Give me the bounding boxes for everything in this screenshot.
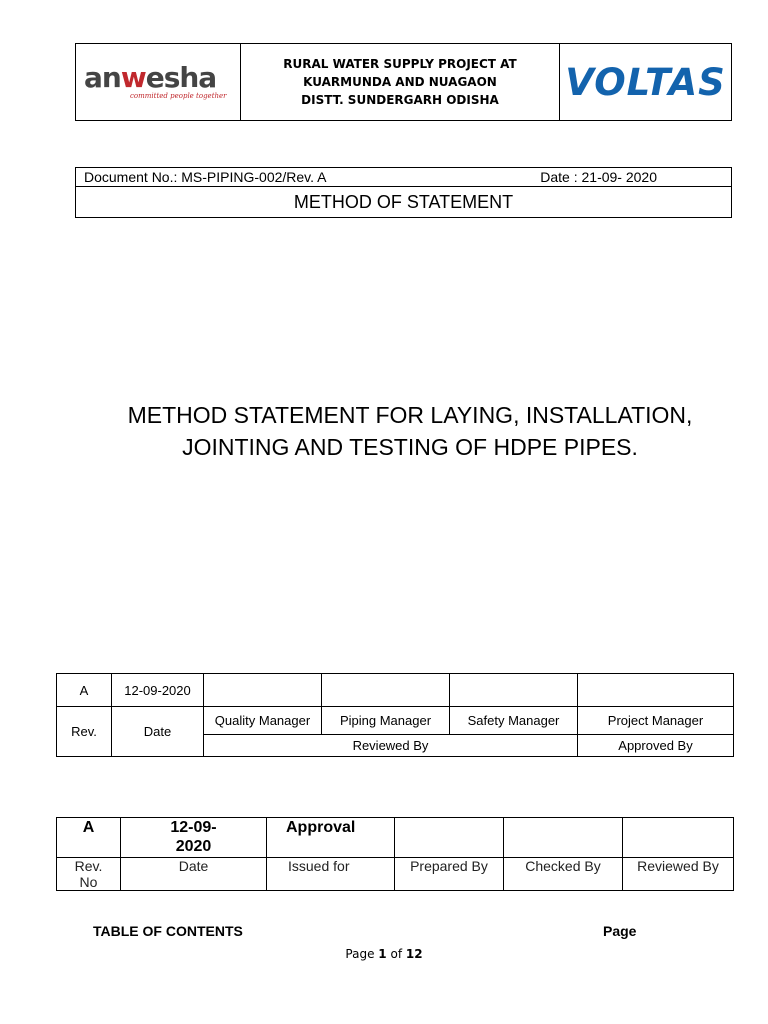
project-manager-sign-cell	[578, 674, 734, 707]
rev-no-label-line-1: Rev.	[74, 858, 103, 874]
reviewed-by-sign-cell	[623, 818, 734, 858]
document-date: Date : 21-09- 2020	[540, 169, 657, 185]
toc-page-label: Page	[603, 923, 637, 939]
piping-manager-sign-cell	[322, 674, 450, 707]
title-line-1: METHOD STATEMENT FOR LAYING, INSTALLATION,	[127, 402, 693, 428]
project-line-1: RURAL WATER SUPPLY PROJECT AT	[283, 57, 517, 71]
page-current: 1	[378, 947, 387, 961]
issued-for-label: Issued for	[267, 858, 395, 891]
anwesha-tagline: committed people together	[130, 91, 227, 100]
rev-label: Rev.	[57, 707, 112, 757]
issue-row-a	[57, 818, 734, 858]
rev-no-label-line-2: No	[79, 874, 98, 890]
issue-date-cell	[121, 818, 267, 858]
quality-manager-label: Quality Manager	[204, 707, 322, 735]
voltas-logo	[560, 44, 732, 121]
safety-manager-label: Safety Manager	[450, 707, 578, 735]
review-row-a	[57, 674, 734, 707]
date-label: Date	[112, 707, 204, 757]
title-line-2: JOINTING AND TESTING OF HDPE PIPES.	[182, 434, 638, 460]
anwesha-logo-wordmark: anwesha	[84, 60, 217, 94]
project-title	[241, 44, 560, 121]
issue-label-row	[57, 858, 734, 891]
toc-heading: TABLE OF CONTENTS	[93, 923, 243, 939]
issue-date-label: Date	[121, 858, 267, 891]
anwesha-logo	[76, 44, 241, 121]
page-number	[0, 947, 768, 961]
page-prefix: Page	[345, 947, 379, 961]
project-line-3: DISTT. SUNDERGARH ODISHA	[301, 93, 499, 107]
project-manager-label: Project Manager	[578, 707, 734, 735]
prepared-by-label: Prepared By	[395, 858, 504, 891]
piping-manager-label: Piping Manager	[322, 707, 450, 735]
safety-manager-sign-cell	[450, 674, 578, 707]
project-line-2: KUARMUNDA AND NUAGAON	[303, 75, 497, 89]
issued-for-cell: Approval	[267, 818, 395, 858]
document-title	[40, 399, 768, 463]
review-header-row	[57, 707, 734, 735]
review-table	[56, 673, 734, 757]
issue-date-line-1: 12-09-	[170, 819, 217, 836]
prepared-by-sign-cell	[395, 818, 504, 858]
document-type: METHOD OF STATEMENT	[76, 187, 732, 218]
reviewed-by-label: Reviewed By	[204, 735, 578, 757]
issue-table	[56, 817, 734, 891]
rev-no-label	[57, 858, 121, 891]
checked-by-sign-cell	[504, 818, 623, 858]
approved-by-label: Approved By	[578, 735, 734, 757]
review-date-cell: 12-09-2020	[112, 674, 204, 707]
header-table	[75, 43, 732, 121]
review-rev-cell: A	[57, 674, 112, 707]
document-number: Document No.: MS-PIPING-002/Rev. A	[84, 169, 327, 185]
checked-by-label: Checked By	[504, 858, 623, 891]
issue-date-line-2: 2020	[175, 838, 212, 855]
page-total: 12	[405, 947, 423, 961]
issue-rev-cell: A	[57, 818, 121, 858]
issue-reviewed-by-label: Reviewed By	[623, 858, 734, 891]
doc-info-row	[76, 168, 732, 187]
doc-info-table	[75, 167, 732, 218]
voltas-wordmark: VOLTAS	[565, 60, 726, 104]
page-of: of	[386, 947, 406, 961]
quality-manager-sign-cell	[204, 674, 322, 707]
